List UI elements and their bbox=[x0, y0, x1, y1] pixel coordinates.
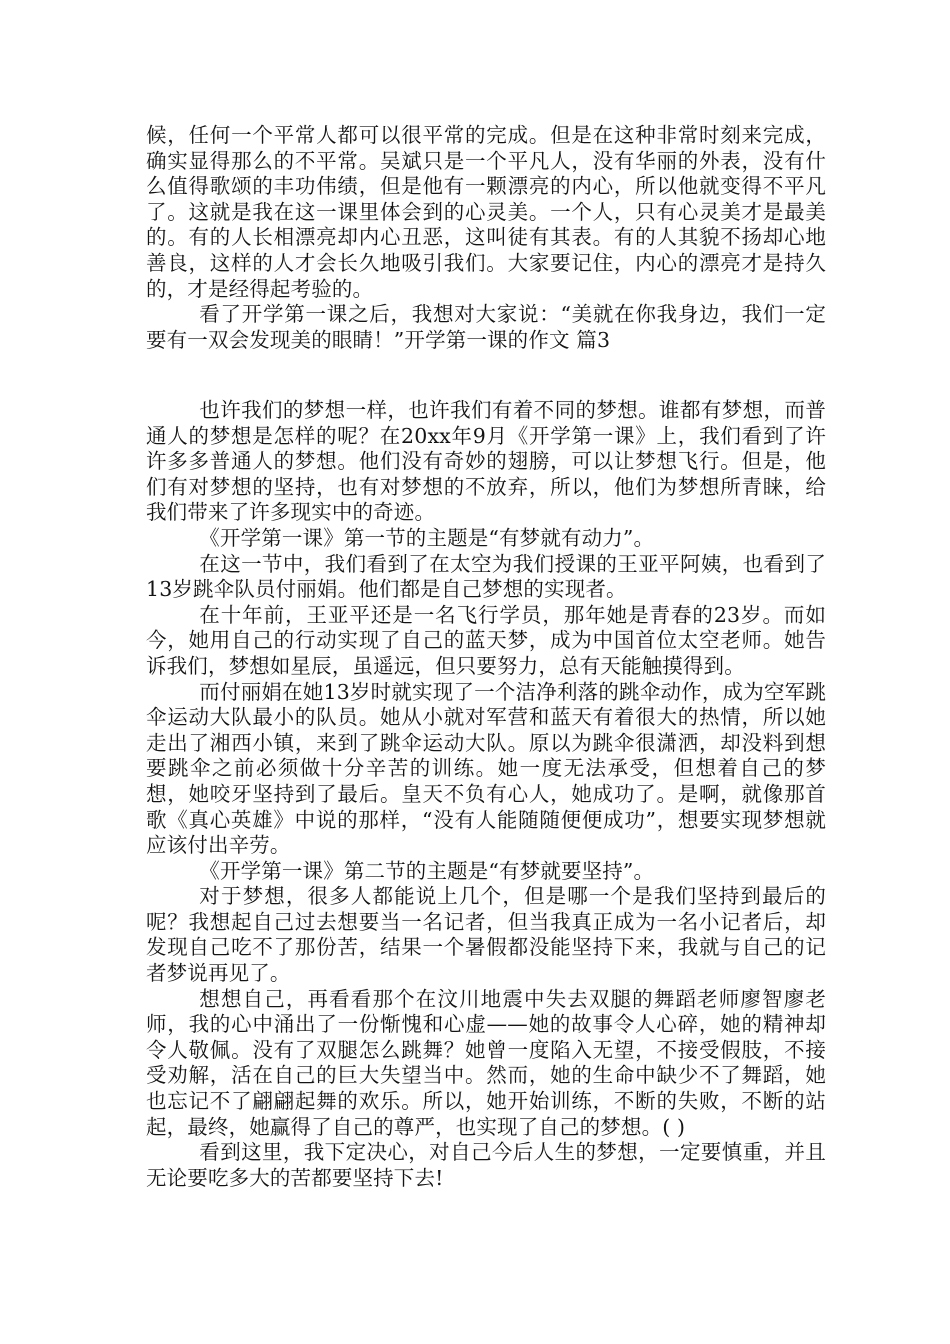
essay-section-top bbox=[146, 123, 826, 353]
paragraph: 而付丽娟在她13岁时就实现了一个洁净利落的跳伞动作，成为空军跳伞运动大队最小的队员。她从小就对军营和蓝天有着很大的热情，所以她走出了湘西小镇，来到了跳伞运动大队。原以为跳伞很潇洒，却没料到想要跳伞之前必须做十分辛苦的训练。她一度无法承受，但想着自己的梦想，她咬牙坚持到了最后。皇天不负有心人，她成功了。是啊，就像那首歌《真心英雄》中说的那样，“没有人能随随便便成功”，想要实现梦想就应该付出辛劳。 bbox=[146, 679, 826, 858]
paragraph: 在十年前，王亚平还是一名飞行学员，那年她是青春的23岁。而如今，她用自己的行动实现了自己的蓝天梦，成为中国首位太空老师。她告诉我们，梦想如星辰，虽遥远，但只要努力，总有天能触摸得到。 bbox=[146, 602, 826, 678]
paragraph: 在这一节中，我们看到了在太空为我们授课的王亚平阿姨，也看到了13岁跳伞队员付丽娟。他们都是自己梦想的实现者。 bbox=[146, 551, 826, 602]
paragraph: 候，任何一个平常人都可以很平常的完成。但是在这种非常时刻来完成，确实显得那么的不平常。吴斌只是一个平凡人，没有华丽的外表，没有什么值得歌颂的丰功伟绩，但是他有一颗漂亮的内心，所以他就变得不平凡了。这就是我在这一课里体会到的心灵美。一个人，只有心灵美才是最美的。有的人长相漂亮却内心丑恶，这叫徒有其表。有的人其貌不扬却心地善良，这样的人才会长久地吸引我们。大家要记住，内心的漂亮才是持久的，才是经得起考验的。 bbox=[146, 123, 826, 301]
paragraph: 对于梦想，很多人都能说上几个，但是哪一个是我们坚持到最后的呢？我想起自己过去想要当一名记者，但当我真正成为一名小记者后，却发现自己吃不了那份苦，结果一个暑假都没能坚持下来，我就与自己的记者梦说再见了。 bbox=[146, 884, 826, 986]
essay-section-bottom bbox=[146, 398, 826, 1191]
paragraph: 《开学第一课》第二节的主题是“有梦就要坚持”。 bbox=[199, 858, 655, 883]
paragraph: 想想自己，再看看那个在汶川地震中失去双腿的舞蹈老师廖智廖老师，我的心中涌出了一份惭愧和心虚——她的故事令人心碎，她的精神却令人敬佩。没有了双腿怎么跳舞？她曾一度陷入无望，不接受假肢，不接受劝解，活在自己的巨大失望当中。然而，她的生命中缺少不了舞蹈，她也忘记不了翩翩起舞的欢乐。所以，她开始训练，不断的失败，不断的站起，最终，她赢得了自己的尊严，也实现了自己的梦想。( ) bbox=[146, 986, 826, 1139]
paragraph: 也许我们的梦想一样，也许我们有着不同的梦想。谁都有梦想，而普通人的梦想是怎样的呢？在20xx年9月《开学第一课》上，我们看到了许许多多普通人的梦想。他们没有奇妙的翅膀，可以让梦想飞行。但是，他们有对梦想的坚持，也有对梦想的不放弃，所以，他们为梦想所青睐，给我们带来了许多现实中的奇迹。 bbox=[146, 398, 826, 525]
paragraph: 看到这里，我下定决心，对自己今后人生的梦想，一定要慎重，并且无论要吃多大的苦都要坚持下去! bbox=[146, 1140, 826, 1190]
paragraph: 看了开学第一课之后，我想对大家说：“美就在你我身边，我们一定要有一双会发现美的眼睛！”开学第一课的作文 篇3 bbox=[146, 302, 826, 352]
paragraph: 《开学第一课》第一节的主题是“有梦就有动力”。 bbox=[199, 525, 655, 550]
